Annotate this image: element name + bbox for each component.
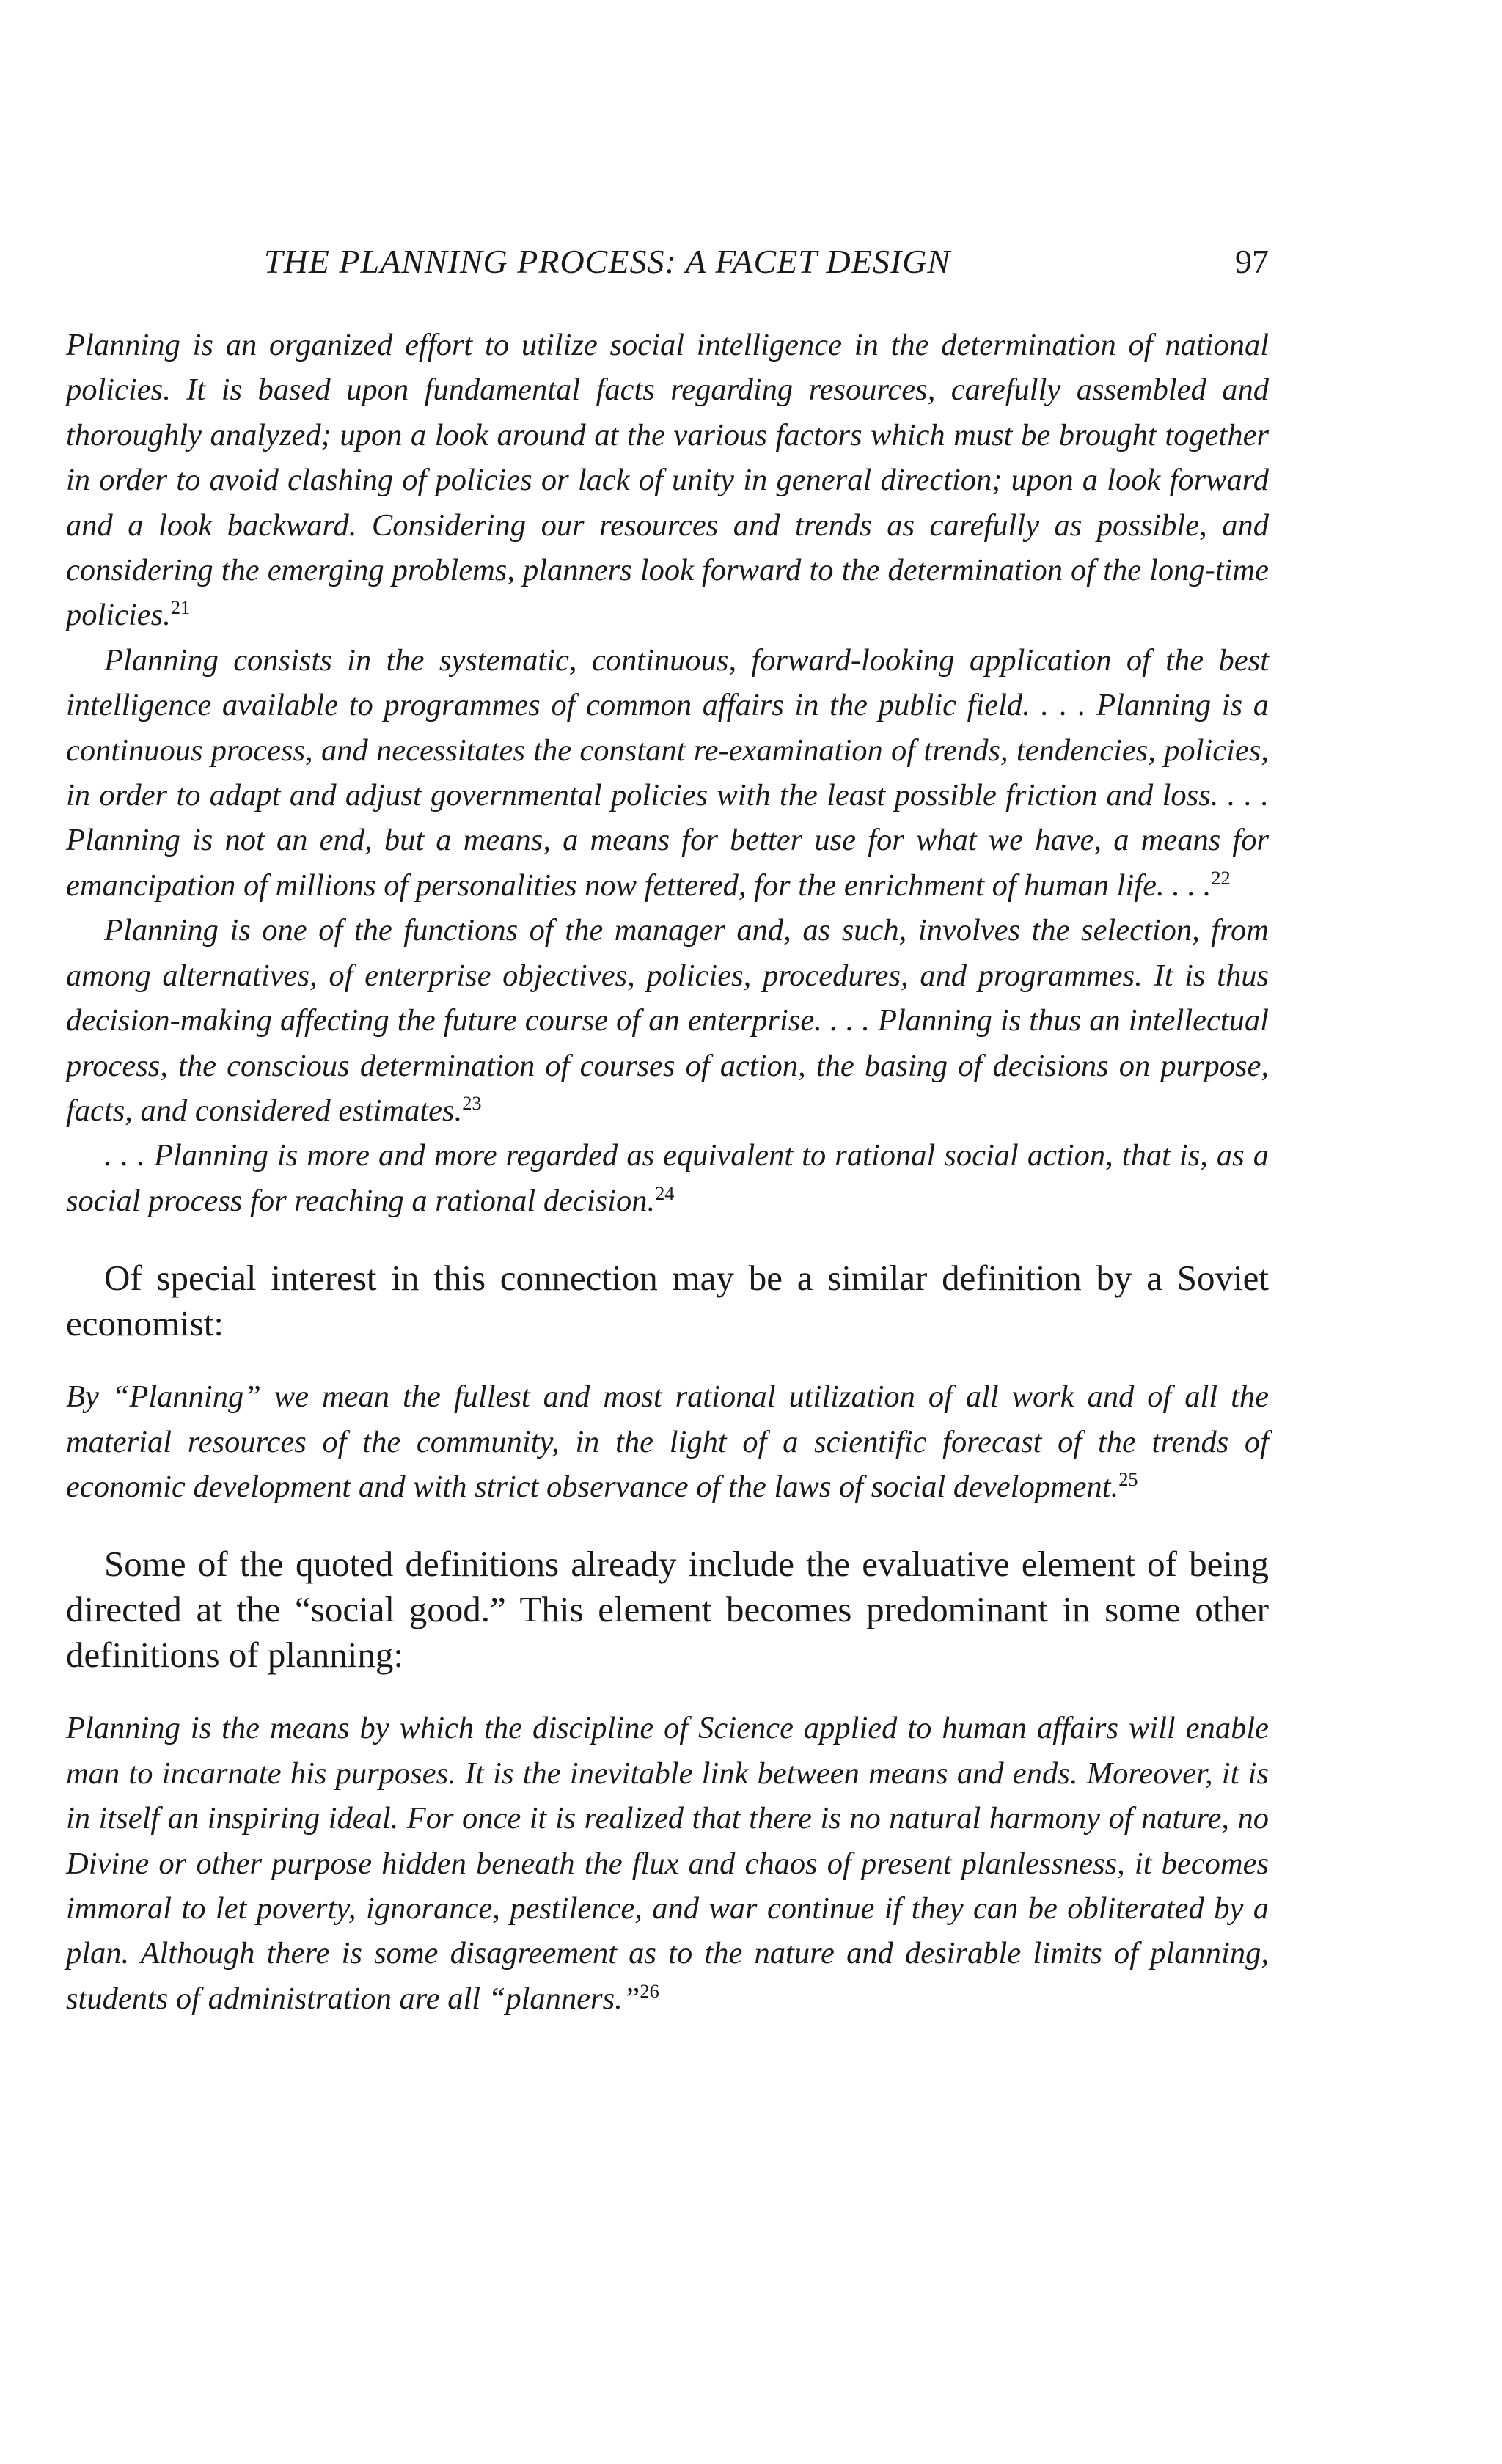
running-head: [66, 242, 1269, 286]
footnote-ref-23: 23: [462, 1092, 482, 1114]
quote-paragraph-2: [66, 638, 1269, 908]
footnote-ref-22: 22: [1211, 867, 1231, 889]
quote-soviet-paragraph: [66, 1374, 1269, 1509]
footnote-ref-25: 25: [1118, 1468, 1138, 1490]
quote-paragraph-4: [66, 1133, 1269, 1223]
body-paragraph-soviet: Of special interest in this connection may be a similar definition by a Soviet economist:: [66, 1258, 1269, 1344]
running-title: THE PLANNING PROCESS: A FACET DESIGN: [264, 243, 951, 280]
body-paragraph-social-good: Some of the quoted definitions already include the evaluative element of being directed at the “social good.” This element becomes predominant in some other definitions of planning:: [66, 1544, 1269, 1676]
quote-paragraph-3-text: Planning is one of the functions of the manager and, as such, involves the selection, from among alternatives, of enterprise objectives, policies, procedures, and programmes. It is thus decision-making affecting the future course of an enterprise. . . . Planning is thus an intellectual process, the conscious determination of courses of action, the basing of decisions on purpose, facts, and considered estimates.: [66, 913, 1269, 1128]
quote-paragraph-4-text: . . . Planning is more and more regarded as equivalent to rational social action, that is, as a social process for reaching a rational decision.: [66, 1138, 1269, 1218]
page-number: 97: [1235, 243, 1269, 280]
quote-paragraph-2-text: Planning consists in the systematic, continuous, forward-looking application of the best intelligence available to programmes of common affairs in the public field. . . . Planning is a continuous process, and necessitates the constant re-examination of trends, tendencies, policies, in order to adapt and adjust governmental policies with the least possible friction and loss. . . . Planning is not an end, but a means, a means for better use for what we have, a means for emancipation of millions of personalities now fettered, for the enrichment of human life. . . .: [66, 642, 1269, 903]
quote-paragraph-1: [66, 323, 1269, 638]
quote-paragraph-1-text: Planning is an organized effort to utilize social intelligence in the determination of national policies. It is based upon fundamental facts regarding resources, carefully assembled and thoroughly analyzed; upon a look around at the various factors which must be brought together in order to avoid clashing of policies or lack of unity in general direction; upon a look forward and a look backward. Considering our resources and trends as carefully as possible, and considering the emerging problems, planners look forward to the determination of the long-time policies.: [66, 328, 1269, 633]
footnote-ref-26: 26: [640, 1980, 659, 2002]
block-quote-planners: [66, 1706, 1269, 2021]
footnote-ref-24: 24: [655, 1182, 675, 1204]
block-quote-soviet-economist: [66, 1374, 1269, 1509]
quote-soviet-text: By “Planning” we mean the fullest and most rational utilization of all work and of all the material resources of the community, in the light of a scientific forecast of the trends of economic development and with strict observance of the laws of social development.: [66, 1379, 1269, 1504]
footnote-ref-21: 21: [170, 597, 191, 619]
quote-paragraph-3: [66, 908, 1269, 1133]
page-body: [66, 323, 1269, 2021]
quote-planners-text: Planning is the means by which the discipline of Science applied to human affairs will enable man to incarnate his purposes. It is the inevitable link between means and ends. Moreover, it is in itself an inspiring ideal. For once it is realized that there is no natural harmony of nature, no Divine or other purpose hidden beneath the flux and chaos of present planlessness, it becomes immoral to let poverty, ignorance, pestilence, and war continue if they can be obliterated by a plan. Although there is some disagreement as to the nature and desirable limits of planning, students of administration are all “planners.”: [66, 1711, 1269, 2016]
block-quote-definitions: [66, 323, 1269, 1223]
quote-planners-paragraph: [66, 1706, 1269, 2021]
